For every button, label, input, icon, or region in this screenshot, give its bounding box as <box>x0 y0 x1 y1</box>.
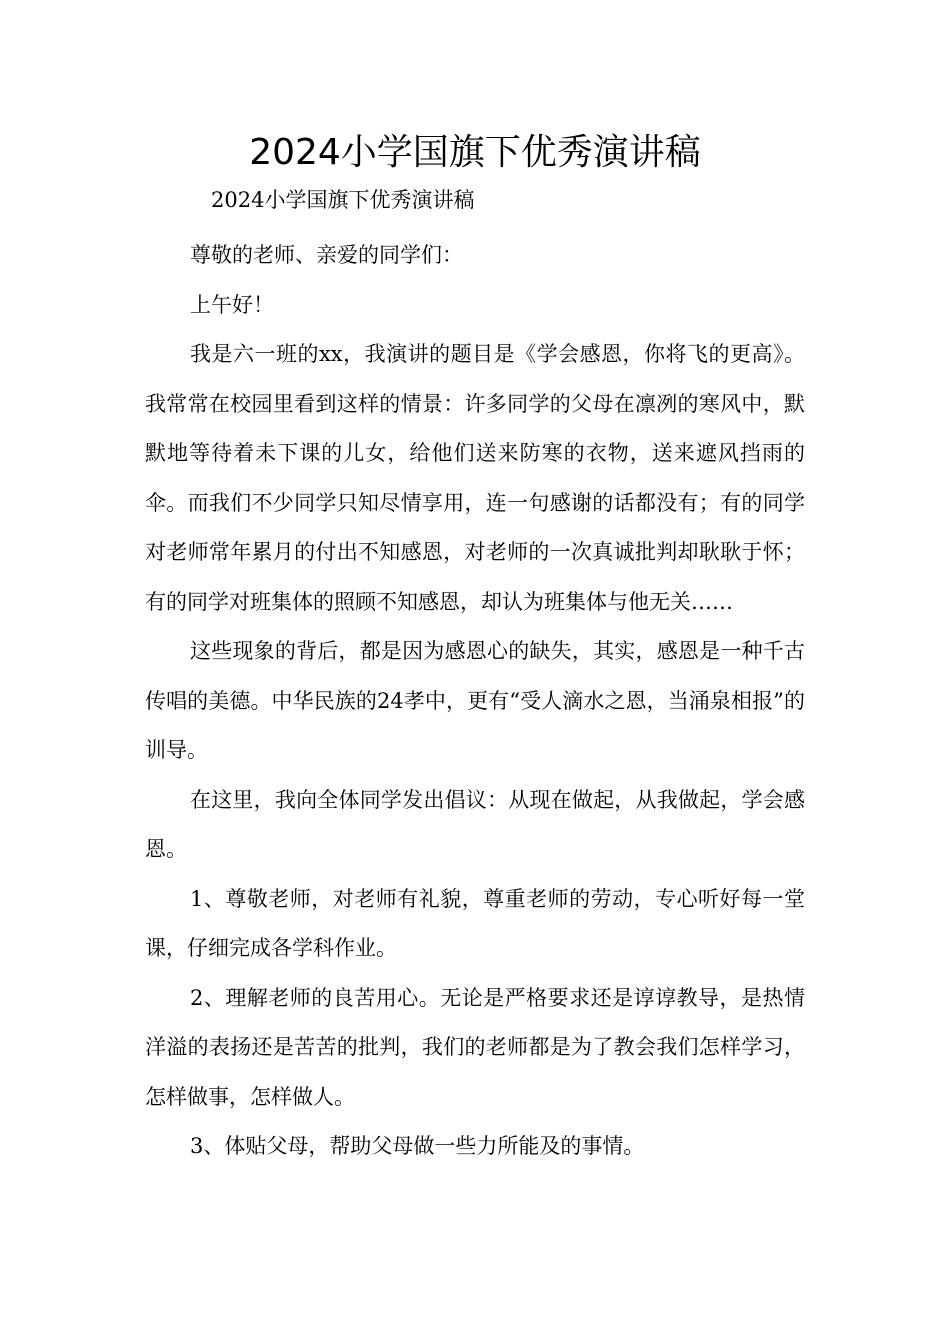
paragraph-introduction: 我是六一班的xx，我演讲的题目是《学会感恩，你将飞的更高》。我常常在校园里看到这样的情景：许多同学的父母在凛冽的寒风中，默默地等待着未下课的儿女，给他们送来防寒的衣物，送来遮风挡雨的伞。而我们不少同学只知尽情享用，连一句感谢的话都没有；有的同学对老师常年累月的付出不知感恩，对老师的一次真诚批判却耿耿于怀；有的同学对班集体的照顾不知感恩，却认为班集体与他无关…… <box>145 342 805 614</box>
paragraph-greeting: 尊敬的老师、亲爱的同学们： <box>190 243 463 267</box>
paragraph-item-2: 2、理解老师的良苦用心。无论是严格要求还是谆谆教导，是热情洋溢的表扬还是苦苦的批判，我们的老师都是为了教会我们怎样学习，怎样做事，怎样做人。 <box>145 985 805 1109</box>
document-body <box>145 231 805 1172</box>
paragraph-reflection: 这些现象的背后，都是因为感恩心的缺失，其实，感恩是一种千古传唱的美德。中华民族的24孝中，更有“受人滴水之恩，当涌泉相报”的训导。 <box>145 639 805 762</box>
document-subtitle: 2024小学国旗下优秀演讲稿 <box>211 188 475 212</box>
paragraph-item-1: 1、尊敬老师，对老师有礼貌，尊重老师的劳动，专心听好每一堂课，仔细完成各学科作业。 <box>145 886 805 960</box>
document-title: 2024小学国旗下优秀演讲稿 <box>249 132 701 173</box>
paragraph-proposal: 在这里，我向全体同学发出倡议：从现在做起，从我做起，学会感恩。 <box>145 787 805 861</box>
paragraph-item-3: 3、体贴父母，帮助父母做一些力所能及的事情。 <box>190 1134 645 1158</box>
paragraph-salutation: 上午好！ <box>190 292 274 317</box>
